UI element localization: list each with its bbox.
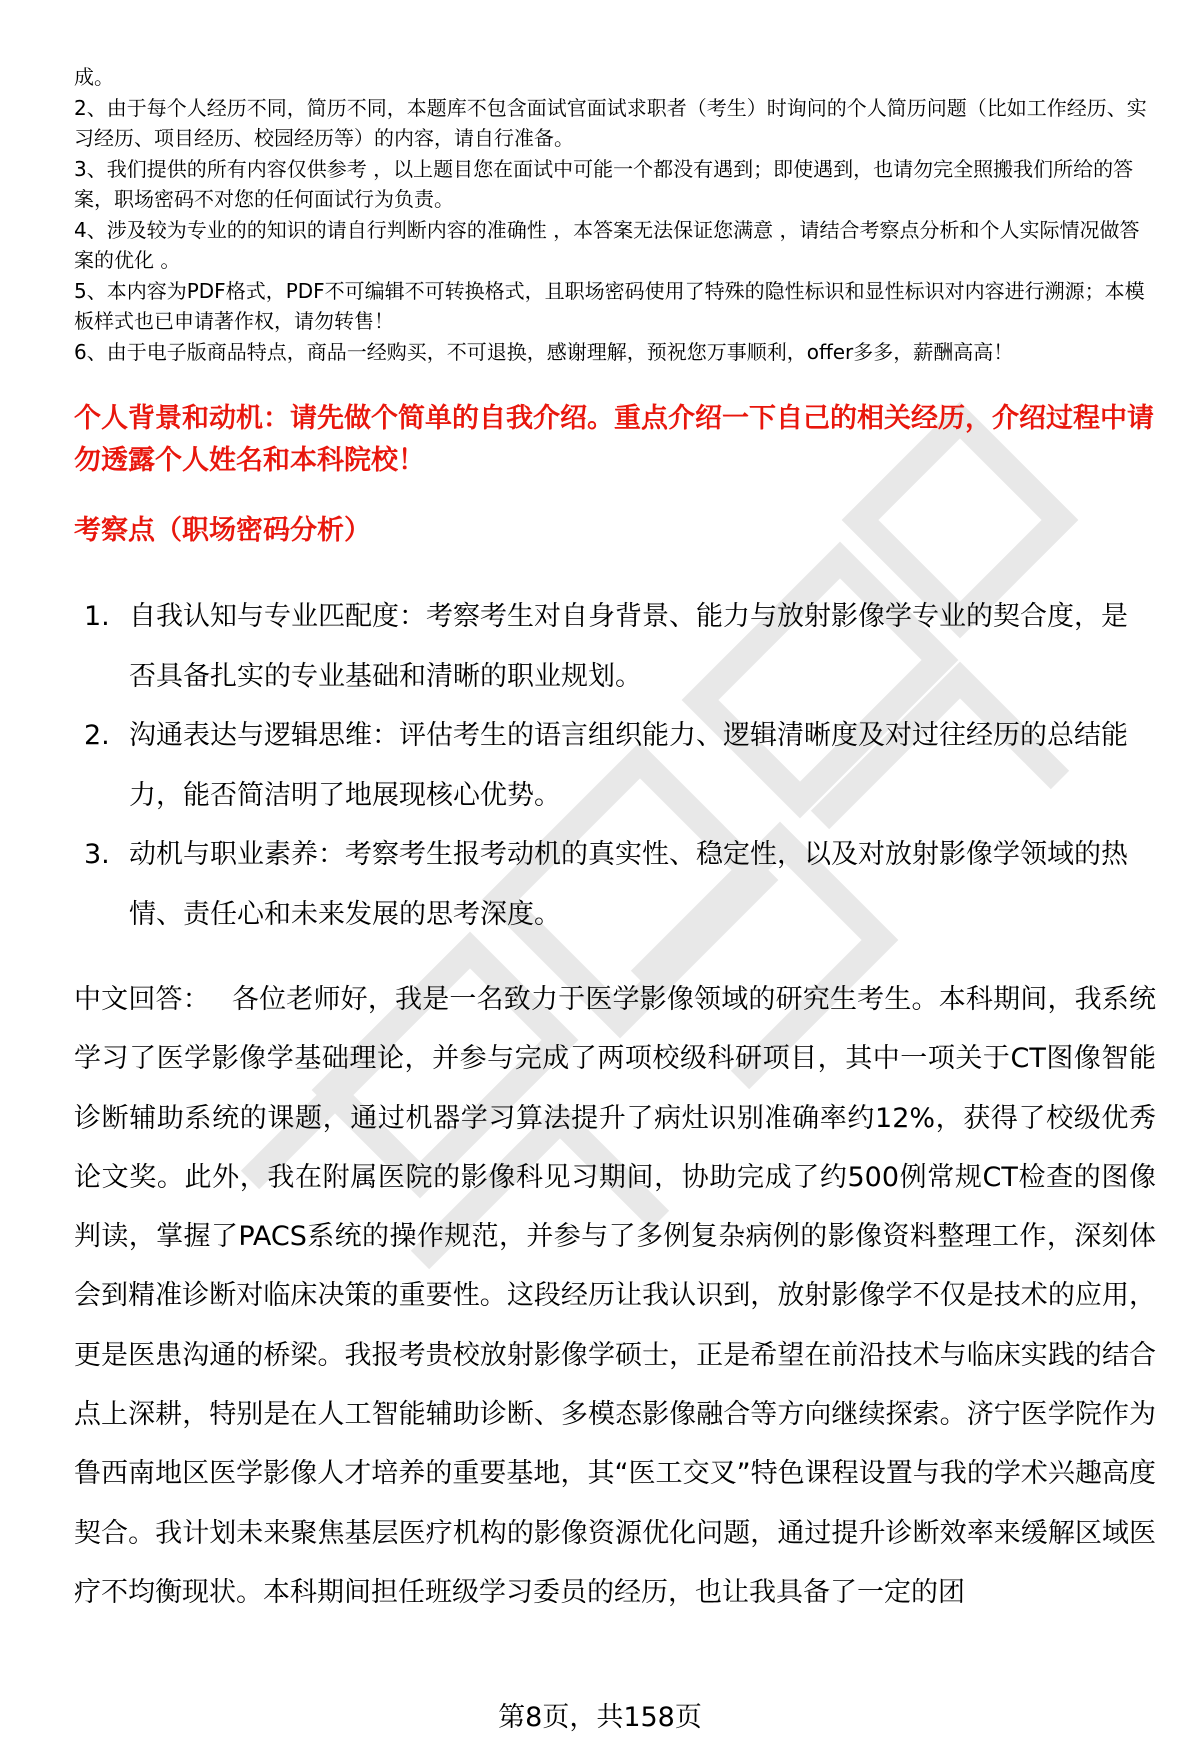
- note-line: 6、由于电子版商品特点，商品一经购买，不可退换，感谢理解，预祝您万事顺利，offer多多，薪酬高高！: [74, 339, 1014, 364]
- disclaimer-notes: [74, 62, 1154, 367]
- analysis-title: 考察点（职场密码分析）: [74, 515, 371, 546]
- answer-paragraph: [74, 970, 1156, 1622]
- page-number: 第8页，共158页: [498, 1702, 702, 1733]
- note-line: 2、由于每个人经历不同，简历不同，本题库不包含面试官面试求职者（考生）时询问的个人简历问题（比如工作经历、实习经历、项目经历、校园经历等）的内容，请自行准备。: [74, 95, 1147, 150]
- analysis-point: [74, 587, 1154, 706]
- analysis-point: [74, 825, 1154, 944]
- question-heading: 个人背景和动机：请先做个简单的自我介绍。重点介绍一下自己的相关经历，介绍过程中请勿透露个人姓名和本科院校！: [74, 403, 1154, 476]
- point-number: 2.: [84, 720, 110, 751]
- point-text: 自我认知与专业匹配度：考察考生对自身背景、能力与放射影像学专业的契合度，是否具备扎实的专业基础和清晰的职业规划。: [129, 601, 1128, 692]
- note-line: 3、我们提供的所有内容仅供参考 ，以上题目您在面试中可能一个都没有遇到；即使遇到，也请勿完全照搬我们所给的答案，职场密码不对您的任何面试行为负责。: [74, 156, 1134, 211]
- point-text: 沟通表达与逻辑思维：评估考生的语言组织能力、逻辑清晰度及对过往经历的总结能力，能否简洁明了地展现核心优势。: [129, 720, 1128, 811]
- answer-label: 中文回答：: [74, 984, 210, 1015]
- analysis-point: [74, 706, 1154, 825]
- point-number: 3.: [84, 839, 110, 870]
- point-number: 1.: [84, 601, 110, 632]
- note-line: 成。: [74, 65, 114, 89]
- analysis-points: [74, 587, 1154, 944]
- note-line: 4、涉及较为专业的的知识的请自行判断内容的准确性 ，本答案无法保证您满意 ，请结合考察点分析和个人实际情况做答案的优化 。: [74, 217, 1140, 272]
- answer-text: 各位老师好，我是一名致力于医学影像领域的研究生考生。本科期间，我系统学习了医学影像学基础理论，并参与完成了两项校级科研项目，其中一项关于CT图像智能诊断辅助系统的课题，通过机器学习算法提升了病灶识别准确率约12%，获得了校级优秀论文奖。此外，我在附属医院的影像科见习期间，协助完成了约500例常规CT检查的图像判读，掌握了PACS系统的操作规范，并参与了多例复杂病例的影像资料整理工作，深刻体会到精准诊断对临床决策的重要性。这段经历让我认识到，放射影像学不仅是技术的应用，更是医患沟通的桥梁。我报考贵校放射影像学硕士，正是希望在前沿技术与临床实践的结合点上深耕，特别是在人工智能辅助诊断、多模态影像融合等方向继续探索。济宁医学院作为鲁西南地区医学影像人才培养的重要基地，其“医工交叉”特色课程设置与我的学术兴趣高度契合。我计划未来聚焦基层医疗机构的影像资源优化问题，通过提升诊断效率来缓解区域医疗不均衡现状。本科期间担任班级学习委员的经历，也让我具备了一定的团: [74, 984, 1156, 1608]
- note-line: 5、本内容为PDF格式，PDF不可编辑不可转换格式，且职场密码使用了特殊的隐性标识和显性标识对内容进行溯源；本模板样式也已申请著作权，请勿转售！: [74, 278, 1145, 333]
- point-text: 动机与职业素养：考察考生报考动机的真实性、稳定性，以及对放射影像学领域的热情、责任心和未来发展的思考深度。: [129, 839, 1128, 930]
